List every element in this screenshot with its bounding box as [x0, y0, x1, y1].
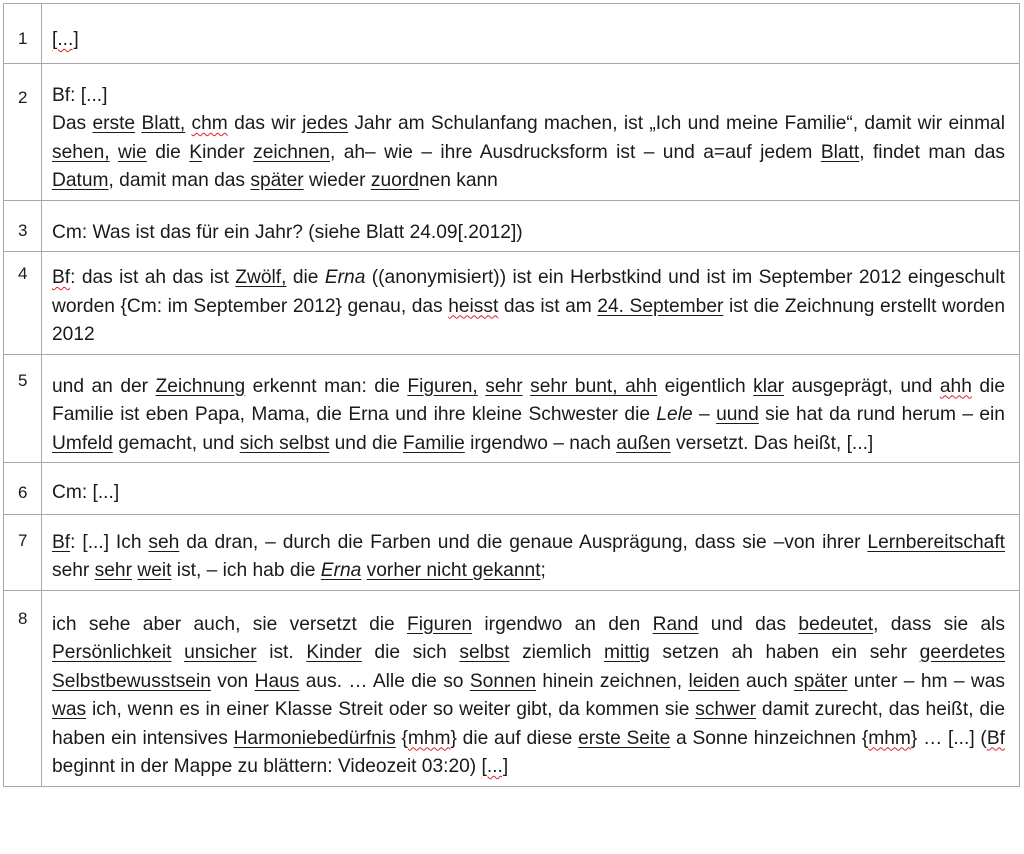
- text-segment: Cm: Was ist das für ein Jahr? (siehe Blatt 24.09[.2012]): [52, 221, 523, 243]
- text-segment: Harmoniebedürfnis: [233, 727, 396, 749]
- text-segment: Blatt: [820, 141, 860, 163]
- transcript-text: [42, 590, 1020, 786]
- text-segment: ich sehe aber auch, sie versetzt die: [52, 613, 408, 635]
- text-segment: weit: [137, 560, 172, 581]
- text-segment: sehen,: [52, 141, 110, 163]
- text-segment: Figuren,: [407, 375, 478, 397]
- line-number: 2: [4, 63, 42, 200]
- line-number: 8: [4, 590, 42, 786]
- text-segment: außen: [616, 432, 671, 454]
- text-segment: : [...] Ich: [70, 531, 149, 553]
- text-segment: zuord: [370, 170, 419, 191]
- text-segment: aus. … Alle die so: [299, 670, 470, 692]
- text-segment: erste Seite: [578, 727, 671, 749]
- text-segment: Zwölf,: [235, 267, 287, 288]
- text-segment: eigentlich: [657, 375, 754, 397]
- text-segment: –: [692, 404, 717, 425]
- text-segment: sich selbst: [239, 432, 330, 454]
- text-segment: Bf: [52, 267, 71, 288]
- text-segment: bedeutet: [798, 613, 874, 635]
- text-segment: Blatt,: [141, 113, 186, 134]
- text-segment: Figuren: [407, 613, 473, 635]
- text-segment: selbst: [459, 642, 510, 663]
- text-segment: , ah– wie – ihre Ausdrucksform ist – und a=auf jedem: [329, 141, 821, 163]
- transcript-row: [4, 252, 1020, 355]
- text-segment: geerdetes: [919, 642, 1005, 663]
- text-segment: beginnt in der Mappe zu blättern: Videozeit 03:20): [52, 756, 482, 777]
- text-segment: Bf: [52, 531, 71, 553]
- text-segment: Jahr am Schulanfang machen, ist „Ich und meine Familie“, damit wir einmal: [348, 113, 1005, 134]
- transcript-text: [42, 514, 1020, 590]
- text-segment: ;: [540, 560, 546, 581]
- text-segment: irgendwo an den: [472, 613, 653, 635]
- transcript-row: [4, 200, 1020, 252]
- text-segment: die sich: [361, 642, 460, 663]
- text-segment: klar: [753, 375, 785, 397]
- text-segment: zeichnen: [253, 141, 330, 163]
- text-segment: erkennt man: die: [245, 375, 408, 397]
- text-segment: a Sonne hinzeichnen {: [670, 727, 869, 749]
- text-segment: uund: [716, 404, 759, 425]
- text-segment: die Familie ist eben Papa, Mama, die Erna und ihre kleine Schwester die: [52, 375, 1005, 425]
- text-segment: sie hat da rund herum – ein: [758, 404, 1005, 425]
- text-segment: vorher nicht gekannt: [366, 560, 541, 581]
- transcript-row: [4, 514, 1020, 590]
- text-segment: Zeichnung: [155, 375, 246, 397]
- line-number: 5: [4, 354, 42, 463]
- text-segment: unter – hm – was: [847, 670, 1005, 692]
- text-segment: ist die Zeichnung erstellt worden 2012: [52, 295, 1005, 345]
- text-segment: Persönlichkeit: [52, 642, 172, 663]
- line-number: 4: [4, 252, 42, 355]
- text-segment: Bf: [986, 727, 1005, 749]
- text-segment: Familie: [402, 432, 465, 454]
- text-segment: Cm: [...]: [52, 482, 120, 503]
- transcript-row: [4, 4, 1020, 64]
- text-segment: ausgeprägt, und: [784, 375, 940, 397]
- text-segment: Lernbereitschaft: [867, 531, 1005, 553]
- text-segment: {: [395, 727, 408, 749]
- text-segment: jedes: [302, 113, 349, 134]
- text-segment: was: [52, 699, 87, 720]
- text-segment: inder: [202, 141, 254, 163]
- text-segment: 24. September: [597, 295, 724, 317]
- text-segment: damit zurecht, das heißt, die haben ein intensives: [52, 699, 1005, 749]
- text-segment: [110, 142, 118, 163]
- text-segment: von: [210, 670, 255, 692]
- transcript-text: [42, 354, 1020, 463]
- text-segment: wieder: [303, 170, 371, 191]
- text-segment: ich, wenn es in einer Klasse Streit oder so weiter gibt, da kommen sie: [86, 699, 696, 720]
- text-segment: mittig: [603, 642, 650, 663]
- text-segment: Umfeld: [52, 432, 113, 454]
- text-segment: Lele: [656, 404, 693, 425]
- text-segment: , damit man das: [108, 170, 251, 191]
- text-segment: setzen ah haben ein sehr: [649, 642, 920, 663]
- text-segment: sehr: [485, 375, 523, 397]
- text-segment: hinein zeichnen,: [536, 670, 689, 692]
- text-segment: Bf: [...]: [52, 84, 108, 106]
- transcript-text: [42, 63, 1020, 200]
- text-segment: da dran, – durch die Farben und die genaue Ausprägung, dass sie –von ihrer: [179, 531, 868, 553]
- text-segment: heisst: [448, 295, 499, 317]
- text-segment: Rand: [652, 613, 699, 635]
- text-segment: schwer: [695, 699, 757, 720]
- text-segment: gemacht, und: [112, 432, 240, 454]
- line-number: 1: [4, 4, 42, 64]
- text-segment: Sonnen: [469, 670, 536, 692]
- text-segment: sehr: [94, 560, 132, 581]
- text-segment: Selbstbewusstsein: [52, 670, 211, 692]
- transcript-text: [42, 463, 1020, 515]
- text-segment: ahh: [939, 375, 972, 397]
- text-segment: ist, – ich hab die: [171, 560, 321, 581]
- text-segment: später: [250, 170, 304, 191]
- text-segment: leiden: [688, 670, 740, 692]
- text-segment: versetzt. Das heißt, [...]: [670, 432, 874, 454]
- text-segment: mhm: [868, 727, 911, 749]
- text-segment: und das: [698, 613, 799, 635]
- text-segment: irgendwo – nach: [464, 432, 617, 454]
- transcript-row: [4, 590, 1020, 786]
- text-segment: , findet man das: [859, 141, 1005, 163]
- text-segment: ziemlich: [509, 642, 604, 663]
- text-segment: mhm: [407, 727, 451, 749]
- transcript-text: [42, 4, 1020, 64]
- text-segment: nen kann: [418, 170, 498, 191]
- transcript-text: [42, 200, 1020, 252]
- line-number: 7: [4, 514, 42, 590]
- text-segment: Kinder: [306, 642, 362, 663]
- text-segment: [...]: [481, 756, 509, 777]
- text-segment: das wir: [227, 113, 303, 134]
- text-segment: } die auf diese: [450, 727, 579, 749]
- text-segment: [523, 376, 531, 397]
- text-segment: die: [146, 141, 190, 163]
- transcript-table: [3, 3, 1020, 787]
- text-segment: und an der: [52, 375, 156, 397]
- transcript-row: [4, 63, 1020, 200]
- transcript-row: [4, 463, 1020, 515]
- text-segment: [171, 642, 184, 663]
- text-segment: wie: [118, 141, 147, 163]
- transcript-body: [4, 4, 1020, 787]
- text-segment: unsicher: [184, 642, 257, 663]
- text-segment: ist.: [256, 642, 307, 663]
- transcript-row: [4, 354, 1020, 463]
- text-segment: auch: [739, 670, 794, 692]
- text-segment: seh: [148, 531, 180, 553]
- text-segment: Datum: [52, 170, 109, 191]
- text-segment: Erna: [324, 267, 366, 288]
- line-number: 3: [4, 200, 42, 252]
- text-segment: } … [...] (: [910, 727, 987, 749]
- text-segment: Das: [52, 113, 93, 134]
- line-number: 6: [4, 463, 42, 515]
- text-segment: chm: [191, 113, 228, 134]
- text-segment: K: [189, 141, 203, 163]
- text-segment: das ist am: [498, 295, 598, 317]
- transcript-text: [42, 252, 1020, 355]
- text-segment: Erna: [320, 560, 362, 581]
- text-segment: sehr bunt, ahh: [530, 375, 658, 397]
- text-segment: erste: [92, 113, 136, 134]
- text-segment: ((anonymisiert)) ist ein Herbstkind und ist im September 2012 eingeschult worden {Cm: im September 2012} genau, das: [52, 267, 1005, 317]
- text-segment: : das ist ah das ist: [70, 267, 236, 288]
- text-segment: sehr: [52, 560, 95, 581]
- text-segment: , dass sie als: [873, 613, 1005, 635]
- text-segment: und die: [329, 432, 403, 454]
- text-segment: Haus: [254, 670, 300, 692]
- text-segment: [...]: [52, 29, 79, 50]
- text-segment: später: [794, 670, 848, 692]
- text-segment: die: [286, 267, 325, 288]
